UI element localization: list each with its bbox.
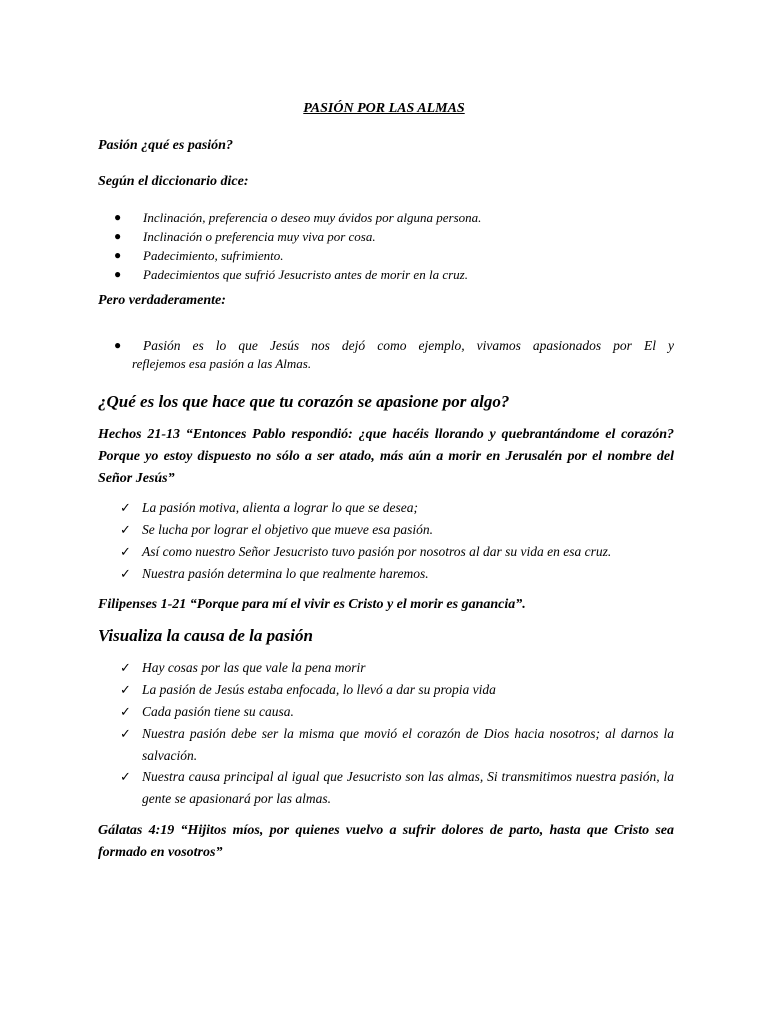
checkmark-icon: ✓ bbox=[120, 522, 131, 537]
bullet-icon: ● bbox=[114, 210, 122, 224]
checklist-item: ✓ Cada pasión tiene su causa. bbox=[120, 701, 674, 723]
checklist-item: ✓ La pasión motiva, alienta a lograr lo que se desea; bbox=[120, 497, 674, 519]
checklist-item: ✓ La pasión de Jesús estaba enfocada, lo llevó a dar su propia vida bbox=[120, 679, 674, 701]
bullet-icon: ● bbox=[114, 338, 122, 352]
checklist-item: ✓ Se lucha por lograr el objetivo que mueve esa pasión. bbox=[120, 519, 674, 541]
checklist-item: ✓ Hay cosas por las que vale la pena morir bbox=[120, 657, 674, 679]
page-title: PASIÓN POR LAS ALMAS bbox=[303, 101, 465, 116]
checkmark-icon: ✓ bbox=[120, 544, 131, 559]
checkmark-icon: ✓ bbox=[120, 660, 131, 675]
question-heading: Pasión ¿qué es pasión? bbox=[98, 138, 233, 153]
but-intro: Pero verdaderamente: bbox=[98, 293, 226, 308]
bible-verse-hechos: Hechos 21-13 “Entonces Pablo respondió: ¿que hacéis llorando y quebrantándome el corazón? Porque yo estoy dispuesto no sólo a ser atado, más aún a morir en Jerusalén por el nombre del Señor Jesús” bbox=[98, 427, 674, 486]
dictionary-intro: Según el diccionario dice: bbox=[98, 174, 249, 189]
bible-verse-galatas: Gálatas 4:19 “Hijitos míos, por quienes vuelvo a sufrir dolores de parto, hasta que Cristo sea formado en vosotros” bbox=[98, 823, 674, 860]
bullet-icon: ● bbox=[114, 229, 122, 243]
checkmark-icon: ✓ bbox=[120, 500, 131, 515]
checkmark-icon: ✓ bbox=[120, 769, 131, 784]
checklist-item: ✓ Nuestra pasión debe ser la misma que movió el corazón de Dios hacia nosotros; al darnos la salvación. bbox=[120, 723, 674, 767]
checkmark-icon: ✓ bbox=[120, 682, 131, 697]
bullet-icon: ● bbox=[114, 267, 122, 281]
section-heading: Visualiza la causa de la pasión bbox=[98, 626, 313, 645]
section-heading: ¿Qué es los que hace que tu corazón se apasione por algo? bbox=[98, 392, 510, 411]
checklist-item: ✓ Así como nuestro Señor Jesucristo tuvo pasión por nosotros al dar su vida en esa cruz. bbox=[120, 541, 674, 563]
checklist-item: ✓ Nuestra causa principal al igual que Jesucristo son las almas, Si transmitimos nuestra pasión, la gente se apasionará por las almas. bbox=[120, 766, 674, 810]
checkmark-icon: ✓ bbox=[120, 566, 131, 581]
checklist-item: ✓ Nuestra pasión determina lo que realmente haremos. bbox=[120, 563, 674, 585]
document-page: PASIÓN POR LAS ALMAS Pasión ¿qué es pasión? Según el diccionario dice: ● Inclinación, preferencia o deseo muy ávidos por alguna persona. ● Inclinación o preferencia muy viva por cosa. ● Padecimiento, sufrimiento. ● Padecimientos que sufrió Jesucristo antes de morir en la cruz. Pero verdaderamente: ● Pasión es lo que Jesús nos dejó como ejemplo, vivamos apasionados por El y reflejemos esa pasión a las Almas. ¿Qué es los que hace que tu corazón se apasione por algo? Hechos 21-13 “Entonces Pablo respondió: ¿que hacéis llorando y quebrantándome el corazón? Porque yo estoy dispuesto no sólo a ser atado, más aún a morir en Jerusalén por el nombre del Señor Jesús” ✓ La pasión motiva, alienta a lograr lo que se desea; ✓ Se lucha por lograr el objetivo que mueve esa pasión. ✓ Así como nuestro Señor Jesucristo tuvo pasión por nosotros al dar su vida en esa cruz. ✓ Nuestra pasión determina lo que realmente haremos. Filipenses 1-21 “Porque para mí el vivir es Cristo y el morir es ganancia”. Visualiza la causa de la pasión ✓ Hay cosas por las que vale la pena morir ✓ La pasión de Jesús estaba enfocada, lo llevó a dar su propia vida ✓ Cada pasión tiene su causa. ✓ Nuestra pasión debe ser la misma que movió el corazón de Dios hacia nosotros; al darnos la salvación. ✓ Nuestra causa principal al igual que Jesucristo son las almas, Si transmitimos nuestra pasión, la gente se apasionará por las almas. Gálatas 4:19 “Hijitos míos, por quienes vuelvo a sufrir dolores de parto, hasta que Cristo sea formado en vosotros” bbox=[0, 0, 768, 1024]
bible-verse-filipenses: Filipenses 1-21 “Porque para mí el vivir es Cristo y el morir es ganancia”. bbox=[98, 597, 526, 612]
checkmark-icon: ✓ bbox=[120, 704, 131, 719]
bullet-icon: ● bbox=[114, 248, 122, 262]
checkmark-icon: ✓ bbox=[120, 726, 131, 741]
